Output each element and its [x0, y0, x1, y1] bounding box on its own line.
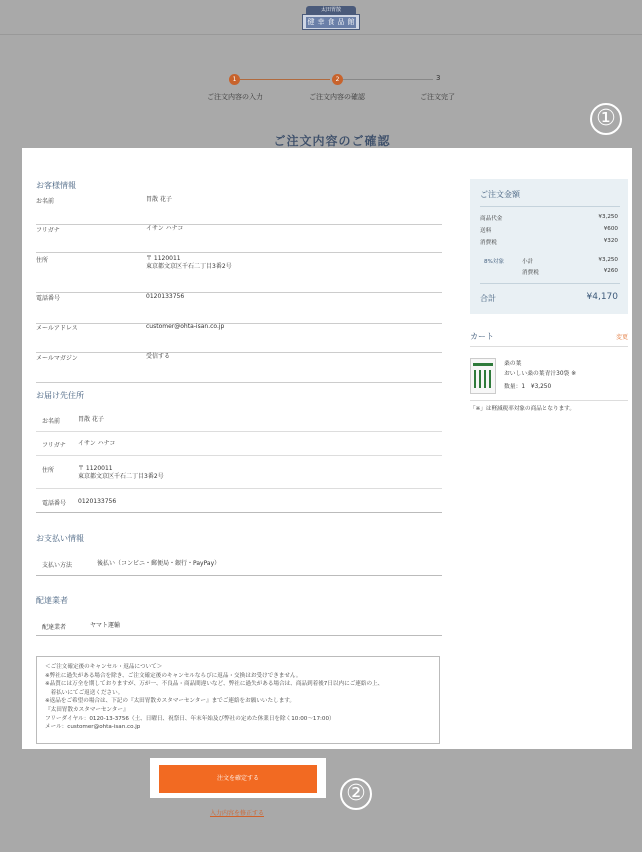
logo-char: 館	[347, 17, 355, 26]
row-value: 東京都文京区千石二丁目3番2号	[146, 263, 232, 270]
logo-char: 健	[307, 17, 315, 26]
row-key: 住所	[36, 257, 49, 264]
customer-row-email	[36, 323, 442, 353]
delivery-row-name	[36, 416, 442, 432]
logo-body	[302, 14, 360, 30]
customer-row-phone	[36, 293, 442, 324]
cart-divider	[470, 346, 628, 347]
small-subtotal-value: ¥3,250	[598, 257, 618, 263]
row-key: 電話番号	[36, 295, 61, 302]
small-tax-label: 消費税	[522, 270, 539, 276]
summary-divider	[480, 206, 620, 207]
row-key: メールマガジン	[36, 355, 78, 362]
carrier-row	[36, 622, 442, 636]
customer-row-name	[36, 196, 442, 225]
row-value: 後払い（コンビニ・郵便局・銀行・PayPay）	[97, 560, 221, 567]
step-1-label: ご注文内容の入力	[207, 93, 263, 101]
product-band	[473, 363, 493, 366]
product-thumbnail	[470, 358, 496, 394]
logo-char: 品	[337, 17, 345, 26]
notice-line: ＜ご注文確定後のキャンセル・返品について＞	[45, 664, 163, 670]
row-value: customer@ohta-isan.co.jp	[146, 323, 225, 330]
product-qty-price: 数量：1 ¥3,250	[504, 384, 552, 390]
row-key: フリガナ	[42, 442, 66, 449]
cart-edit-link[interactable]: 変更	[615, 334, 628, 341]
customer-row-kana	[36, 225, 442, 253]
edit-input-link[interactable]: 入力内容を修正する	[209, 810, 264, 817]
notice-line: 着払いにてご返送ください。	[45, 689, 124, 696]
row-value: イサン ハナコ	[146, 225, 184, 232]
small-tax-value: ¥260	[603, 268, 618, 274]
cancellation-notice	[36, 656, 440, 744]
cart-divider	[470, 400, 628, 401]
delivery-row-address	[36, 465, 442, 489]
row-key: お名前	[36, 198, 55, 205]
row-key: 支払い方法	[42, 562, 73, 569]
customer-row-newsletter	[36, 353, 442, 383]
payment-info-title: お支払い情報	[36, 534, 84, 543]
logo-char: 幸	[317, 17, 325, 26]
shipping-value: ¥600	[603, 226, 618, 232]
annotation-two: ②	[340, 778, 372, 810]
row-value: 〒 1120011	[146, 255, 181, 262]
delivery-row-phone	[36, 498, 442, 513]
summary-title: ご注文金額	[480, 190, 520, 199]
confirm-button-frame	[150, 758, 326, 798]
tax-value: ¥320	[603, 238, 618, 244]
row-value: イサン ハナコ	[78, 440, 116, 447]
progress-steps	[200, 74, 460, 106]
carrier-title: 配達業者	[36, 596, 68, 605]
page-title: ご注文内容のご確認	[273, 134, 391, 148]
row-key: お名前	[42, 418, 61, 425]
product-brand: 桑の葉	[504, 361, 522, 367]
row-value: 胃散 花子	[78, 416, 104, 423]
product-name: おいしい桑の葉青汁30袋 ※	[504, 371, 577, 377]
confirm-order-button[interactable]: 注文を確定する	[159, 765, 317, 793]
subtotal-label: 商品代金	[480, 216, 503, 222]
step-2-dot: 2	[332, 74, 343, 85]
row-key: メールアドレス	[36, 325, 78, 332]
row-value: 胃散 花子	[146, 196, 172, 203]
cart-title: カート	[470, 332, 494, 341]
total-value: ¥4,170	[586, 292, 618, 302]
step-1-dot: 1	[229, 74, 240, 85]
row-key: 住所	[42, 467, 55, 474]
notice-line: ※返品をご希望の場合は、下記の『太田胃散カスタマーセンター』までご連絡をお願いいたします。	[45, 698, 296, 705]
reduced-tax-note: 「※」は軽減税率対象の商品となります。	[470, 406, 575, 412]
row-key: 配達業者	[42, 624, 67, 631]
notice-line: 『太田胃散カスタマーセンター』	[45, 706, 129, 713]
row-value: 0120133756	[146, 293, 185, 300]
shipping-label: 送料	[480, 228, 492, 234]
row-value: ヤマト運輸	[90, 622, 121, 629]
tax-rate-label: 8%対象	[484, 259, 505, 265]
total-label: 合計	[480, 294, 496, 303]
logo-char: 食	[327, 17, 335, 26]
notice-line: メール：customer@ohta-isan.co.jp	[45, 724, 141, 731]
confirmation-panel	[22, 148, 632, 749]
row-key: 電話番号	[42, 500, 67, 507]
notice-line: ※品質には万全を期しておりますが、万が一、不良品・商品間違いなど、弊社に過失がある場合は、商品到着後7日以内にご連絡の上、	[45, 681, 384, 688]
step-connector	[240, 79, 330, 80]
small-subtotal-label: 小計	[522, 259, 534, 265]
site-logo[interactable]	[302, 6, 360, 30]
row-value: 〒 1120011	[78, 465, 113, 472]
logo-roof-text: 太田胃散	[320, 7, 341, 13]
row-key: フリガナ	[36, 227, 60, 234]
row-value: 東京都文京区千石二丁目3番2号	[78, 473, 164, 480]
step-connector	[343, 79, 433, 80]
notice-line: フリーダイヤル：0120-13-3756（土、日曜日、祝祭日、年末年始及び弊社の定めた休業日を除く10:00〜17:00）	[45, 715, 335, 722]
summary-divider	[480, 283, 620, 284]
customer-row-address	[36, 255, 442, 293]
customer-info-title: お客様情報	[36, 181, 76, 190]
row-value: 受信する	[146, 353, 171, 360]
delivery-row-kana	[36, 440, 442, 456]
tax-label: 消費税	[480, 240, 497, 246]
row-value: 0120133756	[78, 498, 117, 505]
product-pattern	[474, 370, 492, 388]
step-2-label: ご注文内容の確認	[309, 93, 365, 101]
header-divider	[0, 34, 642, 35]
delivery-address-title: お届け先住所	[36, 391, 84, 400]
payment-row	[36, 560, 442, 576]
step-3-number: 3	[436, 74, 441, 82]
subtotal-value: ¥3,250	[598, 214, 618, 220]
order-summary	[470, 179, 628, 314]
annotation-one: ①	[590, 103, 622, 135]
notice-line: ※弊社に過失がある場合を除き、ご注文確定後のキャンセルならびに返品・交換はお受けできません。	[45, 672, 302, 679]
step-3-label: ご注文完了	[420, 93, 455, 101]
